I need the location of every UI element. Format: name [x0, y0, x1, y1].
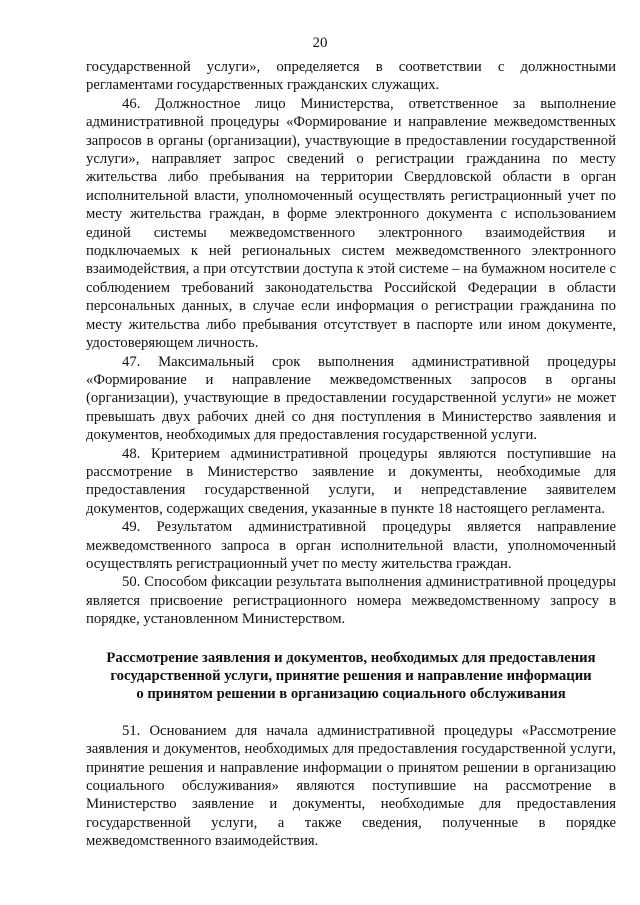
document-body [86, 58, 616, 851]
page-number: 20 [312, 35, 328, 51]
paragraph-45-continuation: государственной услуги», определяется в соответствии с должностными регламентами государственных гражданских служащих. [86, 59, 616, 94]
paragraph-50: 50. Способом фиксации результата выполнения административной процедуры является присвоение регистрационного номера межведомственному запросу в порядке, установленном Министерством. [86, 574, 616, 628]
section-heading-line: Рассмотрение заявления и документов, необходимых для предоставления [106, 649, 596, 666]
section-heading [86, 649, 616, 704]
paragraph-49: 49. Результатом административной процедуры является направление межведомственного запроса в орган исполнительной власти, уполномоченный осуществлять регистрационный учет по месту жительства граждан. [86, 519, 616, 572]
spacer [86, 704, 616, 722]
paragraph-47: 47. Максимальный срок выполнения административной процедуры «Формирование и направление межведомственных запросов в органы (организации), участвующие в предоставлении государственной услуги» не может превышать двух рабочих дней со дня поступления в Министерство заявления и документов, необходимых для предоставления государственной услуги. [86, 353, 616, 444]
paragraph-48: 48. Критерием административной процедуры являются поступившие на рассмотрение в Министерство заявление и документы, необходимые для предоставления государственной услуги, и непредставление заявителем документов, содержащих сведения, указанные в пункте 18 настоящего регламента. [86, 445, 616, 517]
section-heading-line: о принятом решении в организацию социального обслуживания [136, 686, 566, 703]
section-heading-line: государственной услуги, принятие решения и направление информации [110, 668, 592, 684]
paragraph-51: 51. Основанием для начала административной процедуры «Рассмотрение заявления и документов, необходимых для предоставления государственной услуги, принятие решения и направление информации о принятом решении в организацию социального обслуживания» являются поступившие на рассмотрение в Министерство заявление и документы, необходимые для предоставления государственной услуги, а также сведения, полученные в порядке межведомственного взаимодействия. [86, 722, 616, 850]
paragraph-46: 46. Должностное лицо Министерства, ответственное за выполнение административной процедуры «Формирование и направление межведомственных запросов в органы (организации), участвующие в предоставлении государственной услуги», направляет запрос сведений о регистрации гражданина по месту жительства либо пребывания на территории Свердловской области в орган исполнительной власти, уполномоченный осуществлять регистрационный учет по месту жительства граждан, в форме электронного документа с использованием единой системы межведомственного электронного взаимодействия и подключаемых к ней региональных систем межведомственного электронного взаимодействия, а при отсутствии доступа к этой системе – на бумажном носителе с соблюдением требований законодательства Российской Федерации в области персональных данных, в случае если информация о регистрации гражданина по месту жительства либо пребывания отсутствует в паспорте или ином документе, удостоверяющем личность. [86, 95, 616, 352]
